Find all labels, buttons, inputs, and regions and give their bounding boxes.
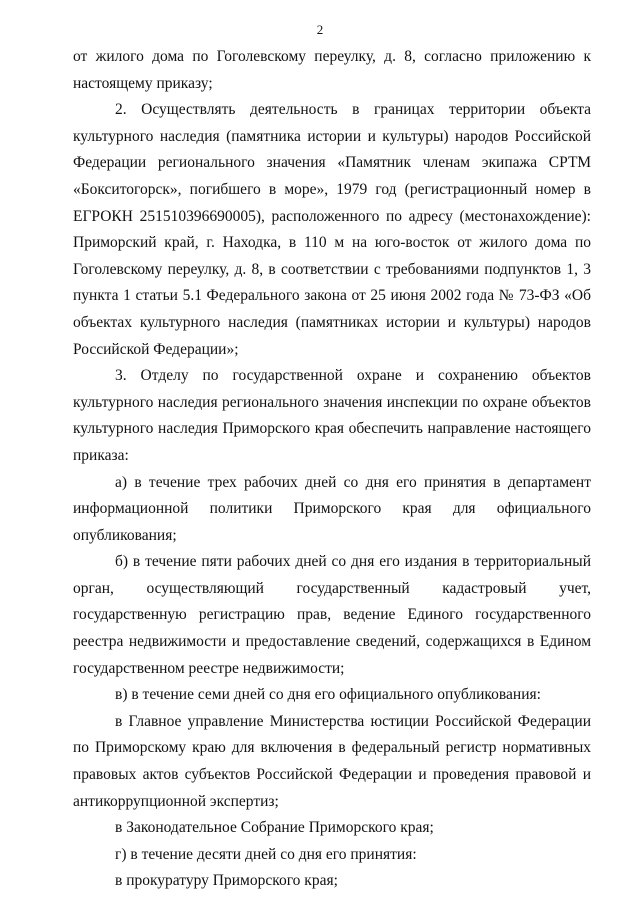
page-number: 2 — [316, 22, 324, 37]
paragraph-continuation: от жилого дома по Гоголевскому переулку, д. 8, согласно приложению к настоящему приказу; — [73, 48, 591, 92]
paragraph-item-3b: б) в течение пяти рабочих дней со дня его издания в территориальный орган, осуществляющий государственный кадастровый учет, государственную регистрацию прав, ведение Единого государственного реестра недвижимости и предоставление сведений, содержащихся в Едином государственном реестре недвижимости; — [73, 553, 591, 677]
paragraph-item-3g: г) в течение десяти дней со дня его принятия: — [115, 845, 417, 863]
paragraph-item-3v-assembly: в Законодательное Собрание Приморского края; — [115, 819, 434, 837]
paragraph-item-3g-prosecutor: в прокуратуру Приморского края; — [115, 872, 338, 890]
paragraph-item-3v: в) в течение семи дней со дня его официального опубликования: — [115, 686, 541, 704]
document-body — [73, 44, 591, 895]
paragraph-item-3v-justice: в Главное управление Министерства юстиции Российской Федерации по Приморскому краю для включения в федеральный регистр нормативных правовых актов субъектов Российской Федерации и проведения правовой и антикоррупционной экспертиз; — [73, 712, 591, 810]
paragraph-item-3a: а) в течение трех рабочих дней со дня его принятия в департамент информационной политики Приморского края для официального опубликования; — [73, 473, 591, 544]
paragraph-item-2: 2. Осуществлять деятельность в границах территории объекта культурного наследия (памятника истории и культуры) народов Российской Федерации регионального значения «Памятник членам экипажа СРТМ «Бокситогорск», погибшего в море», 1979 год (регистрационный номер в ЕГРОКН 251510396690005), расположенного по адресу (местонахождение): Приморский край, г. Находка, в 110 м на юго-восток от жилого дома по Гоголевскому переулку, д. 8, в соответствии с требованиями подпунктов 1, 3 пункта 1 статьи 5.1 Федерального закона от 25 июня 2002 года № 73-ФЗ «Об объектах культурного наследия (памятниках истории и культуры) народов Российской Федерации»; — [73, 101, 591, 358]
paragraph-item-3: 3. Отделу по государственной охране и сохранению объектов культурного наследия регионального значения инспекции по охране объектов культурного наследия Приморского края обеспечить направление настоящего приказа: — [73, 367, 591, 464]
